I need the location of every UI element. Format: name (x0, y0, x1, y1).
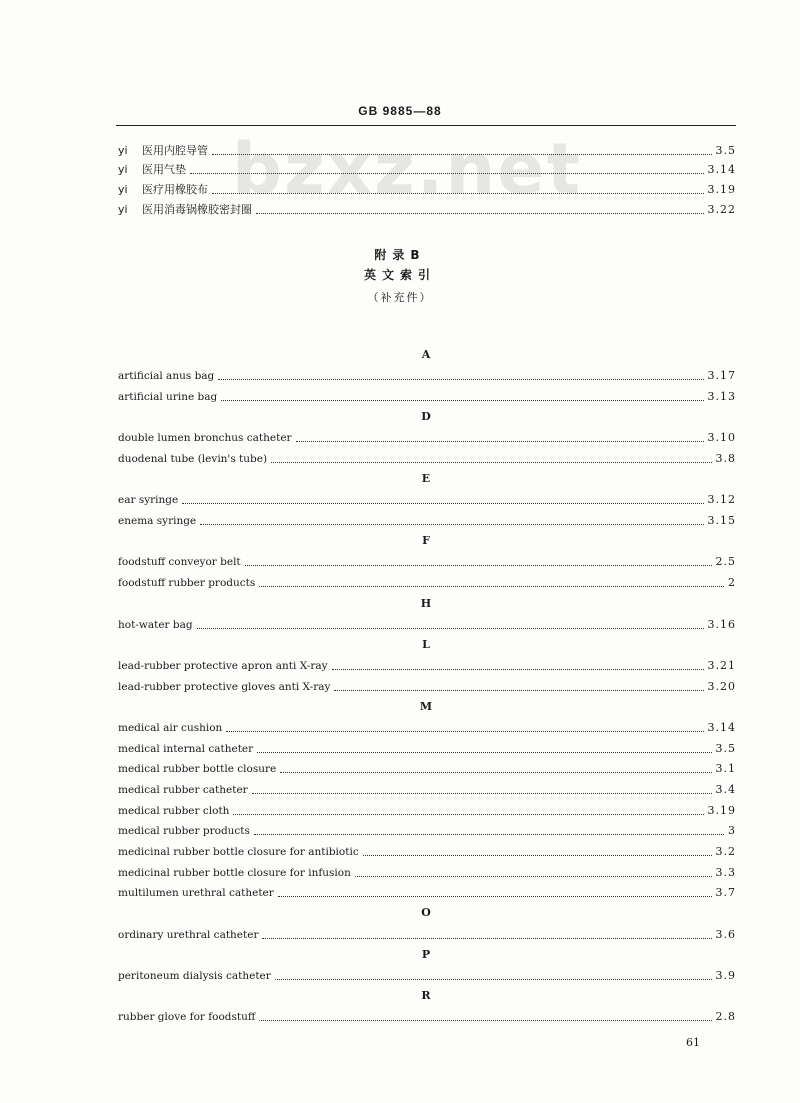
cn-index-row: yi 医用内腔导管 3.5 (118, 144, 736, 157)
index-row: medical air cushion 3.14 (118, 721, 736, 734)
header-rule (116, 125, 736, 126)
index-row: medical internal catheter 3.5 (118, 742, 736, 755)
index-row: medical rubber catheter 3.4 (118, 783, 736, 796)
index-row: medical rubber cloth 3.19 (118, 804, 736, 817)
section-letter: O (421, 906, 431, 919)
section-letter: H (420, 597, 432, 610)
page-number: 61 (686, 1036, 700, 1049)
section-letter: M (419, 700, 433, 713)
index-row: medicinal rubber bottle closure for antibiotic 3.2 (118, 845, 736, 858)
index-row: medical rubber products 3 (118, 824, 736, 837)
document-header: GB 9885—88 (358, 104, 442, 118)
watermark: bzxz.net (232, 128, 583, 210)
appendix-subtitle: 英文索引 (363, 268, 436, 282)
index-row: lead-rubber protective gloves anti X-ray 3.20 (118, 680, 736, 693)
section-letter: F (422, 534, 430, 547)
section-letter: R (421, 989, 431, 1002)
index-row: foodstuff rubber products 2 (118, 576, 736, 589)
section-letter: E (421, 472, 431, 485)
index-row: double lumen bronchus catheter 3.10 (118, 431, 736, 444)
section-letter: L (422, 638, 430, 651)
index-row: artificial urine bag 3.13 (118, 390, 736, 403)
appendix-title: 附录B (374, 248, 426, 262)
cn-index-row: yi 医用气垫 3.14 (118, 163, 736, 176)
index-row: ordinary urethral catheter 3.6 (118, 928, 736, 941)
index-row: rubber glove for foodstuff 2.8 (118, 1010, 736, 1023)
cn-index-row: yi 医用消毒锅橡胶密封圈 3.22 (118, 203, 736, 216)
section-letter: A (421, 348, 431, 361)
cn-index-row: yi 医疗用橡胶布 3.19 (118, 183, 736, 196)
appendix-note: （补充件） (367, 291, 433, 304)
index-row: foodstuff conveyor belt 2.5 (118, 555, 736, 568)
section-letter: P (421, 948, 431, 961)
index-row: medicinal rubber bottle closure for infusion 3.3 (118, 866, 736, 879)
index-row: hot-water bag 3.16 (118, 618, 736, 631)
index-row: lead-rubber protective apron anti X-ray 3.21 (118, 659, 736, 672)
index-row: enema syringe 3.15 (118, 514, 736, 527)
index-row: ear syringe 3.12 (118, 493, 736, 506)
index-row: artificial anus bag 3.17 (118, 369, 736, 382)
section-letter: D (421, 410, 431, 423)
index-row: multilumen urethral catheter 3.7 (118, 886, 736, 899)
index-row: peritoneum dialysis catheter 3.9 (118, 969, 736, 982)
index-row: duodenal tube (levin's tube) 3.8 (118, 452, 736, 465)
index-row: medical rubber bottle closure 3.1 (118, 762, 736, 775)
